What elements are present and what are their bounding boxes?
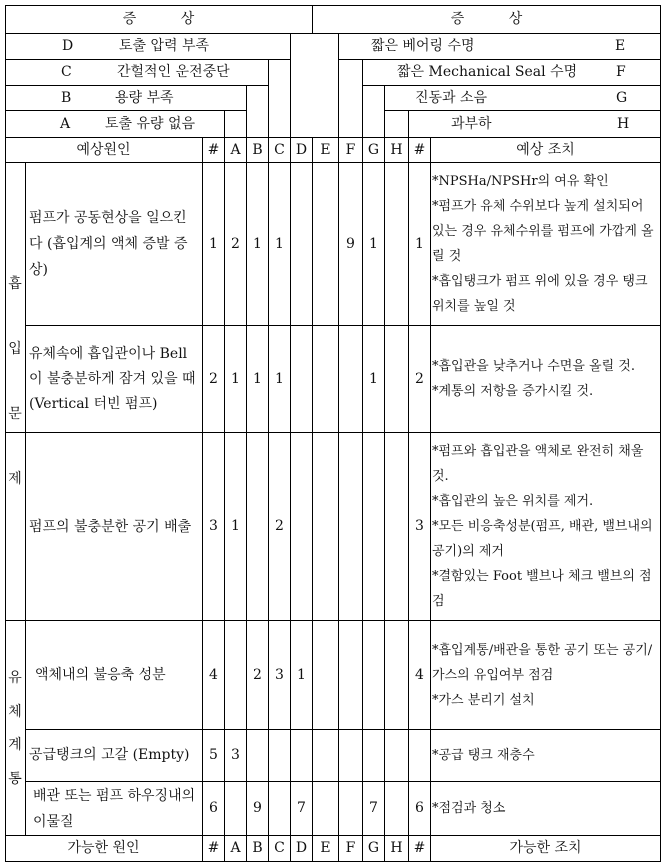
symptom-a-row — [5, 111, 224, 137]
priority-a: 1 — [231, 370, 240, 387]
column-footer-num2: # — [413, 840, 426, 857]
column-header-f: F — [345, 141, 356, 158]
cause-cell: 펌프의 불충분한 공기 배출 — [29, 518, 192, 535]
priority-g — [363, 433, 384, 620]
priority-b — [247, 730, 268, 781]
cause-cell: 액체내의 불응축 성분 — [35, 667, 166, 683]
row-number: 4 — [209, 666, 218, 683]
row-number: 1 — [209, 235, 218, 252]
action-item: *흡입관을 낮추거나 수면을 올릴 것. — [432, 359, 635, 374]
action-item: *가스 분리기 설치 — [432, 692, 535, 708]
column-footer-f: F — [345, 840, 356, 857]
priority-g: 1 — [369, 370, 378, 387]
symptom-header-left-text: 증 상 — [122, 10, 195, 27]
row-number-right: 1 — [415, 235, 424, 252]
symptom-header-left — [5, 5, 312, 33]
priority-e — [313, 730, 338, 781]
priority-h — [385, 621, 408, 729]
row-number-right: 4 — [415, 666, 424, 683]
action-item: *펌프가 유체 수위보다 높게 설치되어 있는 경우 유체수위를 펌프에 가깝게 올릴 것 — [432, 199, 654, 264]
row-number-right: 2 — [415, 370, 424, 387]
column-header-b: B — [252, 141, 263, 158]
priority-e — [313, 782, 338, 835]
priority-a: 2 — [231, 235, 240, 252]
symptom-c-label: 간헐적인 운전중단 — [117, 64, 230, 81]
column-header-action: 예상 조치 — [516, 141, 575, 158]
symptom-b-row — [5, 86, 246, 110]
action-item: *흡입관의 높은 위치를 제거. — [432, 494, 594, 509]
symptom-c-letter: C — [61, 64, 72, 81]
column-header-h: H — [390, 141, 403, 158]
group-label-suction — [5, 250, 25, 510]
priority-a: 3 — [231, 747, 240, 764]
row-number-right: 6 — [415, 800, 424, 817]
symptom-g-letter: G — [616, 89, 628, 106]
column-header-num: # — [207, 141, 220, 158]
priority-a — [225, 621, 246, 729]
column-footer-g: G — [367, 840, 380, 857]
priority-b: 2 — [253, 666, 262, 683]
priority-d — [291, 433, 312, 620]
priority-f — [339, 621, 362, 729]
group-label-fluid-char: 통 — [8, 771, 22, 788]
priority-c — [269, 782, 290, 835]
priority-h — [385, 433, 408, 620]
symptom-d-label: 토출 압력 부족 — [119, 38, 210, 55]
action-cell — [432, 326, 660, 432]
action-cell — [432, 621, 660, 729]
column-header-a: A — [230, 141, 241, 158]
priority-e — [313, 433, 338, 620]
symptom-f-letter: F — [616, 64, 626, 81]
column-footer-c: C — [274, 840, 285, 857]
group-label-fluid-system — [5, 660, 25, 795]
group-label-suction-char: 입 — [8, 340, 22, 357]
action-item: *NPSHa/NPSHr의 여유 확인 — [432, 174, 609, 189]
action-item: *모든 비응축성분(펌프, 배관, 밸브내의 공기)의 제거 — [432, 519, 653, 559]
row-number: 3 — [209, 518, 218, 535]
column-footer-a: A — [230, 840, 241, 857]
priority-g — [363, 621, 384, 729]
symptom-h-letter: H — [617, 115, 630, 132]
symptom-c-row — [5, 60, 268, 85]
symptom-f-row — [363, 60, 660, 85]
priority-f — [339, 782, 362, 835]
row-number: 2 — [209, 370, 218, 387]
symptom-b-label: 용량 부족 — [115, 89, 174, 106]
column-header-e: E — [320, 141, 331, 158]
row-number: 5 — [209, 747, 218, 764]
priority-f — [339, 433, 362, 620]
action-item: *공급 탱크 재충수 — [432, 748, 535, 763]
priority-h — [385, 326, 408, 432]
action-item: *흡입탱크가 펌프 위에 있을 경우 탱크 위치를 높일 것 — [432, 274, 648, 314]
column-footer-b: B — [252, 840, 263, 857]
symptom-g-row — [385, 86, 660, 110]
priority-h — [385, 163, 408, 325]
priority-f — [339, 730, 362, 781]
priority-g: 1 — [369, 235, 378, 252]
symptom-header-right-text: 증 상 — [450, 10, 523, 27]
priority-d: 1 — [297, 666, 306, 683]
column-footer-d: D — [295, 840, 308, 857]
priority-h — [385, 730, 408, 781]
action-item: *결함있는 Foot 밸브나 체크 밸브의 점검 — [432, 569, 652, 609]
priority-f: 9 — [346, 235, 355, 252]
group-label-suction-char: 문 — [8, 405, 22, 422]
group-label-suction-char: 제 — [8, 470, 22, 487]
symptom-d-letter: D — [62, 38, 74, 55]
column-header-d: D — [295, 141, 308, 158]
priority-a — [225, 782, 246, 835]
column-footer-num: # — [207, 840, 220, 857]
column-footer-cause: 가능한 원인 — [67, 840, 140, 857]
priority-e — [313, 163, 338, 325]
cause-cell: 배관 또는 펌프 하우징내의 이물질 — [33, 787, 196, 830]
cause-cell: 공급탱크의 고갈 (Empty) — [29, 747, 190, 763]
cause-cell: 펌프가 공동현상을 일으킨다 (흡입계의 액체 증발 증상) — [29, 210, 188, 278]
action-item: *흡입계통/배관을 통한 공기 또는 공기/가스의 유입여부 점검 — [432, 642, 653, 683]
group-label-fluid-char: 유 — [8, 669, 22, 686]
priority-c: 1 — [275, 235, 284, 252]
priority-c — [269, 730, 290, 781]
cause-cell: 유체속에 흡입관이나 Bell이 불충분하게 잠겨 있을 때(Vertical 터빈 펌프) — [29, 345, 196, 412]
priority-c: 1 — [275, 370, 284, 387]
priority-b — [247, 433, 268, 620]
symptom-header-right — [313, 5, 660, 33]
symptom-a-letter: A — [60, 115, 71, 132]
action-cell — [432, 433, 660, 620]
priority-d — [291, 730, 312, 781]
priority-e — [313, 621, 338, 729]
symptom-f-label: 짧은 Mechanical Seal 수명 — [397, 64, 578, 81]
column-header-c: C — [274, 141, 285, 158]
priority-b: 1 — [253, 235, 262, 252]
symptom-d-row — [5, 34, 290, 59]
priority-d: 7 — [297, 800, 306, 817]
priority-e — [313, 326, 338, 432]
action-item: *점검과 청소 — [432, 801, 506, 816]
priority-f — [339, 326, 362, 432]
column-header-g: G — [367, 141, 380, 158]
row-number-right: 3 — [415, 518, 424, 535]
group-label-suction-char: 흡 — [8, 275, 22, 292]
column-footer-h: H — [390, 840, 403, 857]
priority-c: 2 — [275, 518, 284, 535]
priority-b: 9 — [253, 800, 262, 817]
symptom-a-label: 토출 유량 없음 — [105, 115, 196, 132]
symptom-b-letter: B — [61, 89, 72, 106]
row-number-right — [409, 730, 430, 781]
priority-b: 1 — [253, 370, 262, 387]
symptom-e-label: 짧은 베어링 수명 — [371, 38, 475, 55]
symptom-e-letter: E — [615, 38, 626, 55]
symptom-e-row — [339, 34, 660, 59]
column-header-cause: 예상원인 — [76, 141, 131, 158]
group-label-fluid-char: 체 — [8, 703, 22, 720]
priority-c: 3 — [275, 666, 284, 683]
action-cell — [432, 782, 660, 835]
symptom-h-row — [409, 111, 660, 137]
action-cell — [432, 163, 660, 325]
action-item: *펌프와 흡입관을 액체로 완전히 채울 것. — [432, 444, 644, 484]
column-footer-e: E — [320, 840, 331, 857]
priority-d — [291, 326, 312, 432]
symptom-h-label: 과부하 — [451, 115, 492, 132]
group-label-fluid-char: 계 — [8, 737, 22, 754]
row-number: 6 — [209, 800, 218, 817]
priority-a: 1 — [231, 518, 240, 535]
column-header-num2: # — [413, 141, 426, 158]
symptom-g-label: 진동과 소음 — [415, 89, 488, 106]
action-cell — [432, 730, 660, 781]
priority-g: 7 — [369, 800, 378, 817]
column-footer-action: 가능한 조치 — [509, 840, 582, 857]
action-item: *계통의 저항을 증가시킬 것. — [432, 384, 594, 399]
priority-h — [385, 782, 408, 835]
priority-g — [363, 730, 384, 781]
priority-d — [291, 163, 312, 325]
